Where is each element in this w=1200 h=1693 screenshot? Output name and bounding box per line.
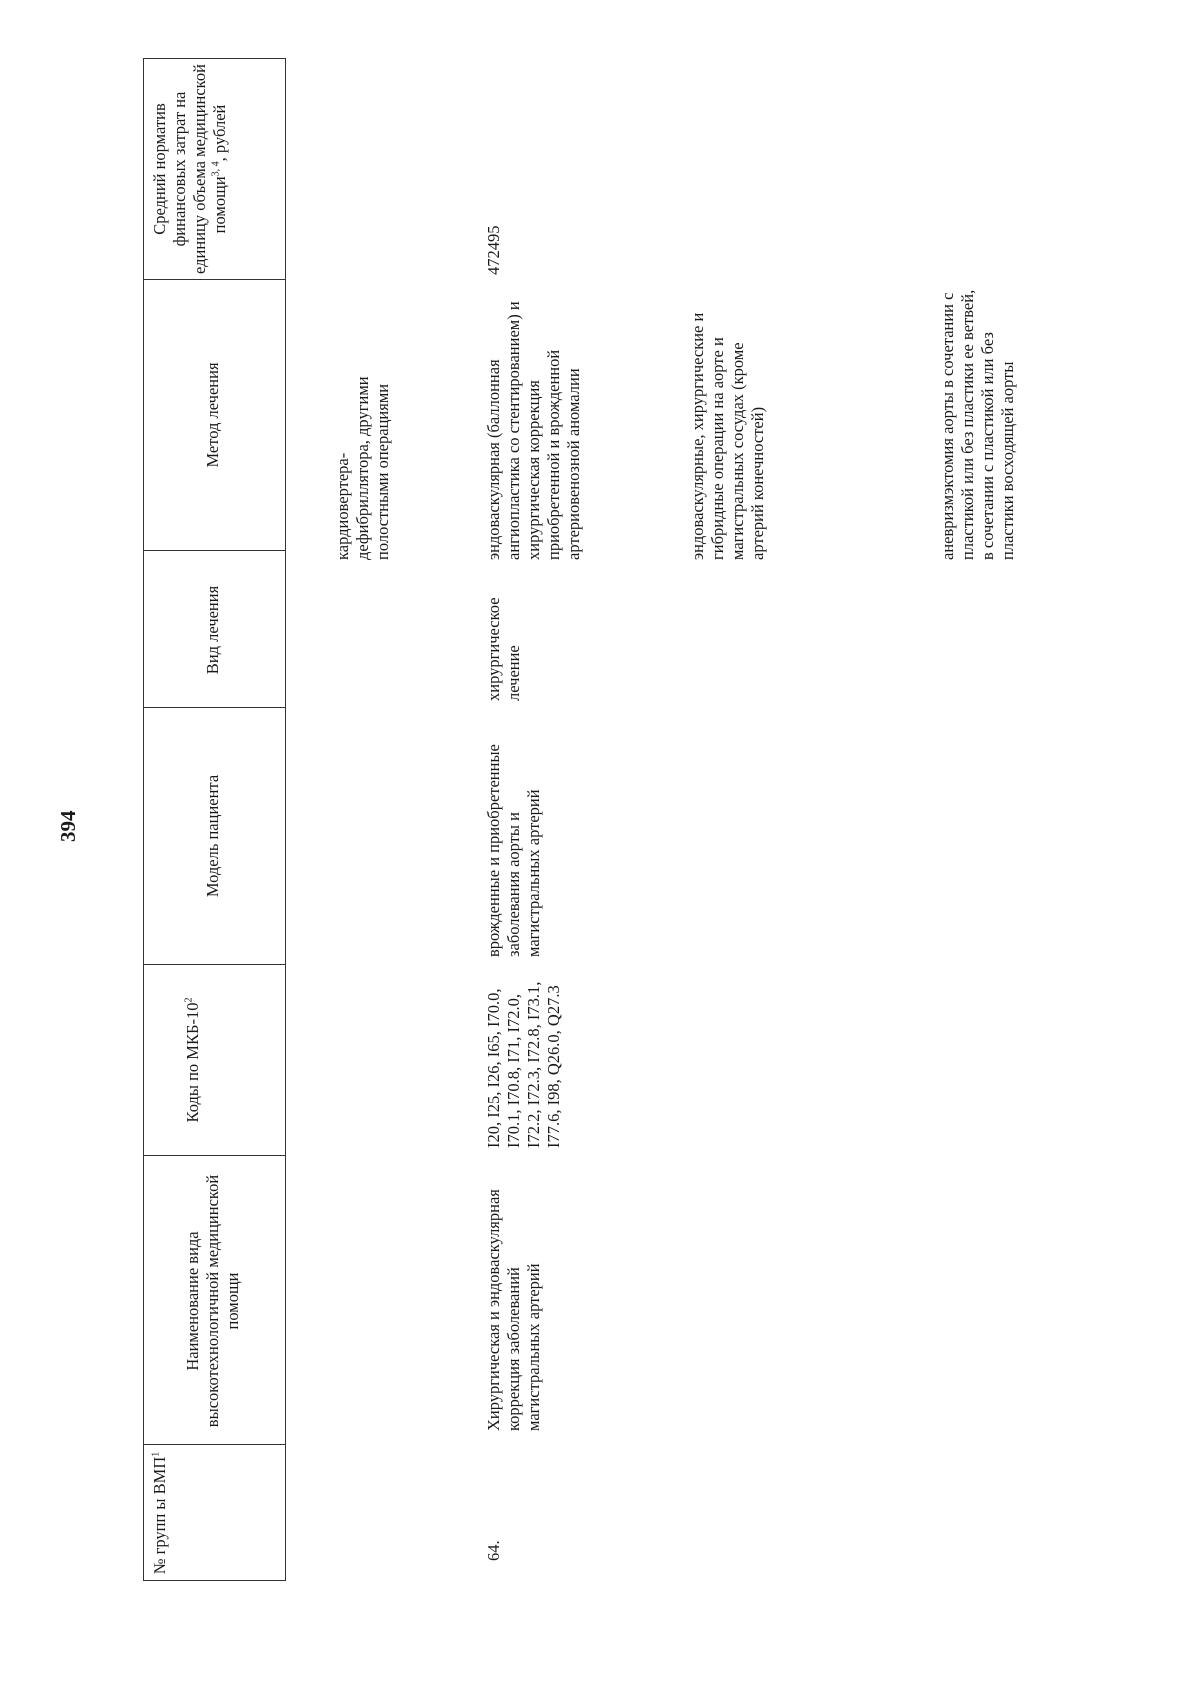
header-cost-tail: , рублей	[210, 104, 229, 162]
header-codes-sup: 2	[183, 997, 195, 1003]
col-divider-8	[143, 58, 286, 59]
header-cost-text: Средний норматив финансовых затрат на единицу объема медицинской помощи	[150, 64, 229, 274]
table-header-bottom-border	[285, 58, 286, 1581]
header-name: Наименование вида высокотехнологичной медицинской помощи	[183, 1174, 242, 1428]
row-codes: I20, I25, I26, I65, I70.0, I70.1, I70.8, I71, I72.0, I72.2, I72.3, I72.8, I73.1, I77.6, I98, Q26.0, Q27.3	[484, 981, 563, 1148]
col-divider-7	[143, 279, 286, 280]
col-divider-4	[143, 964, 286, 965]
header-treatment-type: Вид лечения	[203, 585, 222, 675]
page-number: 394	[56, 810, 80, 842]
header-patient-model: Модель пациента	[203, 774, 222, 898]
header-codes	[183, 972, 203, 1148]
col-divider-5	[143, 707, 286, 708]
header-group-no-sup: 1	[150, 1451, 162, 1457]
col-divider-2	[143, 1444, 286, 1445]
col-divider-6	[143, 550, 286, 551]
header-cost	[150, 63, 230, 275]
row-method-1: эндоваскулярная (баллонная ангиопластика со стентированием) и хирургическая коррекция приобретенной и врожденной артериовенозной аномалии	[484, 301, 583, 560]
header-codes-text: Коды по МКБ-10	[183, 1002, 202, 1123]
row-treatment-type: хирургическое лечение	[484, 597, 523, 701]
header-group-no	[150, 1449, 170, 1577]
header-cost-sup: 3, 4	[210, 161, 222, 177]
row-number: 64.	[484, 1540, 503, 1561]
col-divider-1	[143, 1580, 286, 1581]
row-method-2: эндоваскулярные, хирургические и гибридные операции на аорте и магистральных сосудах (кроме артерий конечностей)	[688, 312, 767, 560]
row-method-3: аневризмэктомия аорты в сочетании с пластикой или без пластики ее ветвей, в сочетании с пластикой или без пластики восходящей аорты	[938, 289, 1017, 560]
row-name: Хирургическая и эндоваскулярная коррекция заболеваний магистральных артерий	[484, 1189, 543, 1431]
table-top-border	[143, 58, 144, 1581]
header-group-no-text: № групп ы ВМП	[150, 1456, 169, 1575]
continuation-method: кардиовертера-дефибриллятора, другими полостными операциями	[333, 376, 392, 560]
row-patient-model: врожденные и приобретенные заболевания аорты и магистральных артерий	[484, 744, 543, 957]
row-cost: 472495	[484, 225, 503, 275]
header-method: Метод лечения	[203, 362, 222, 468]
col-divider-3	[143, 1155, 286, 1156]
